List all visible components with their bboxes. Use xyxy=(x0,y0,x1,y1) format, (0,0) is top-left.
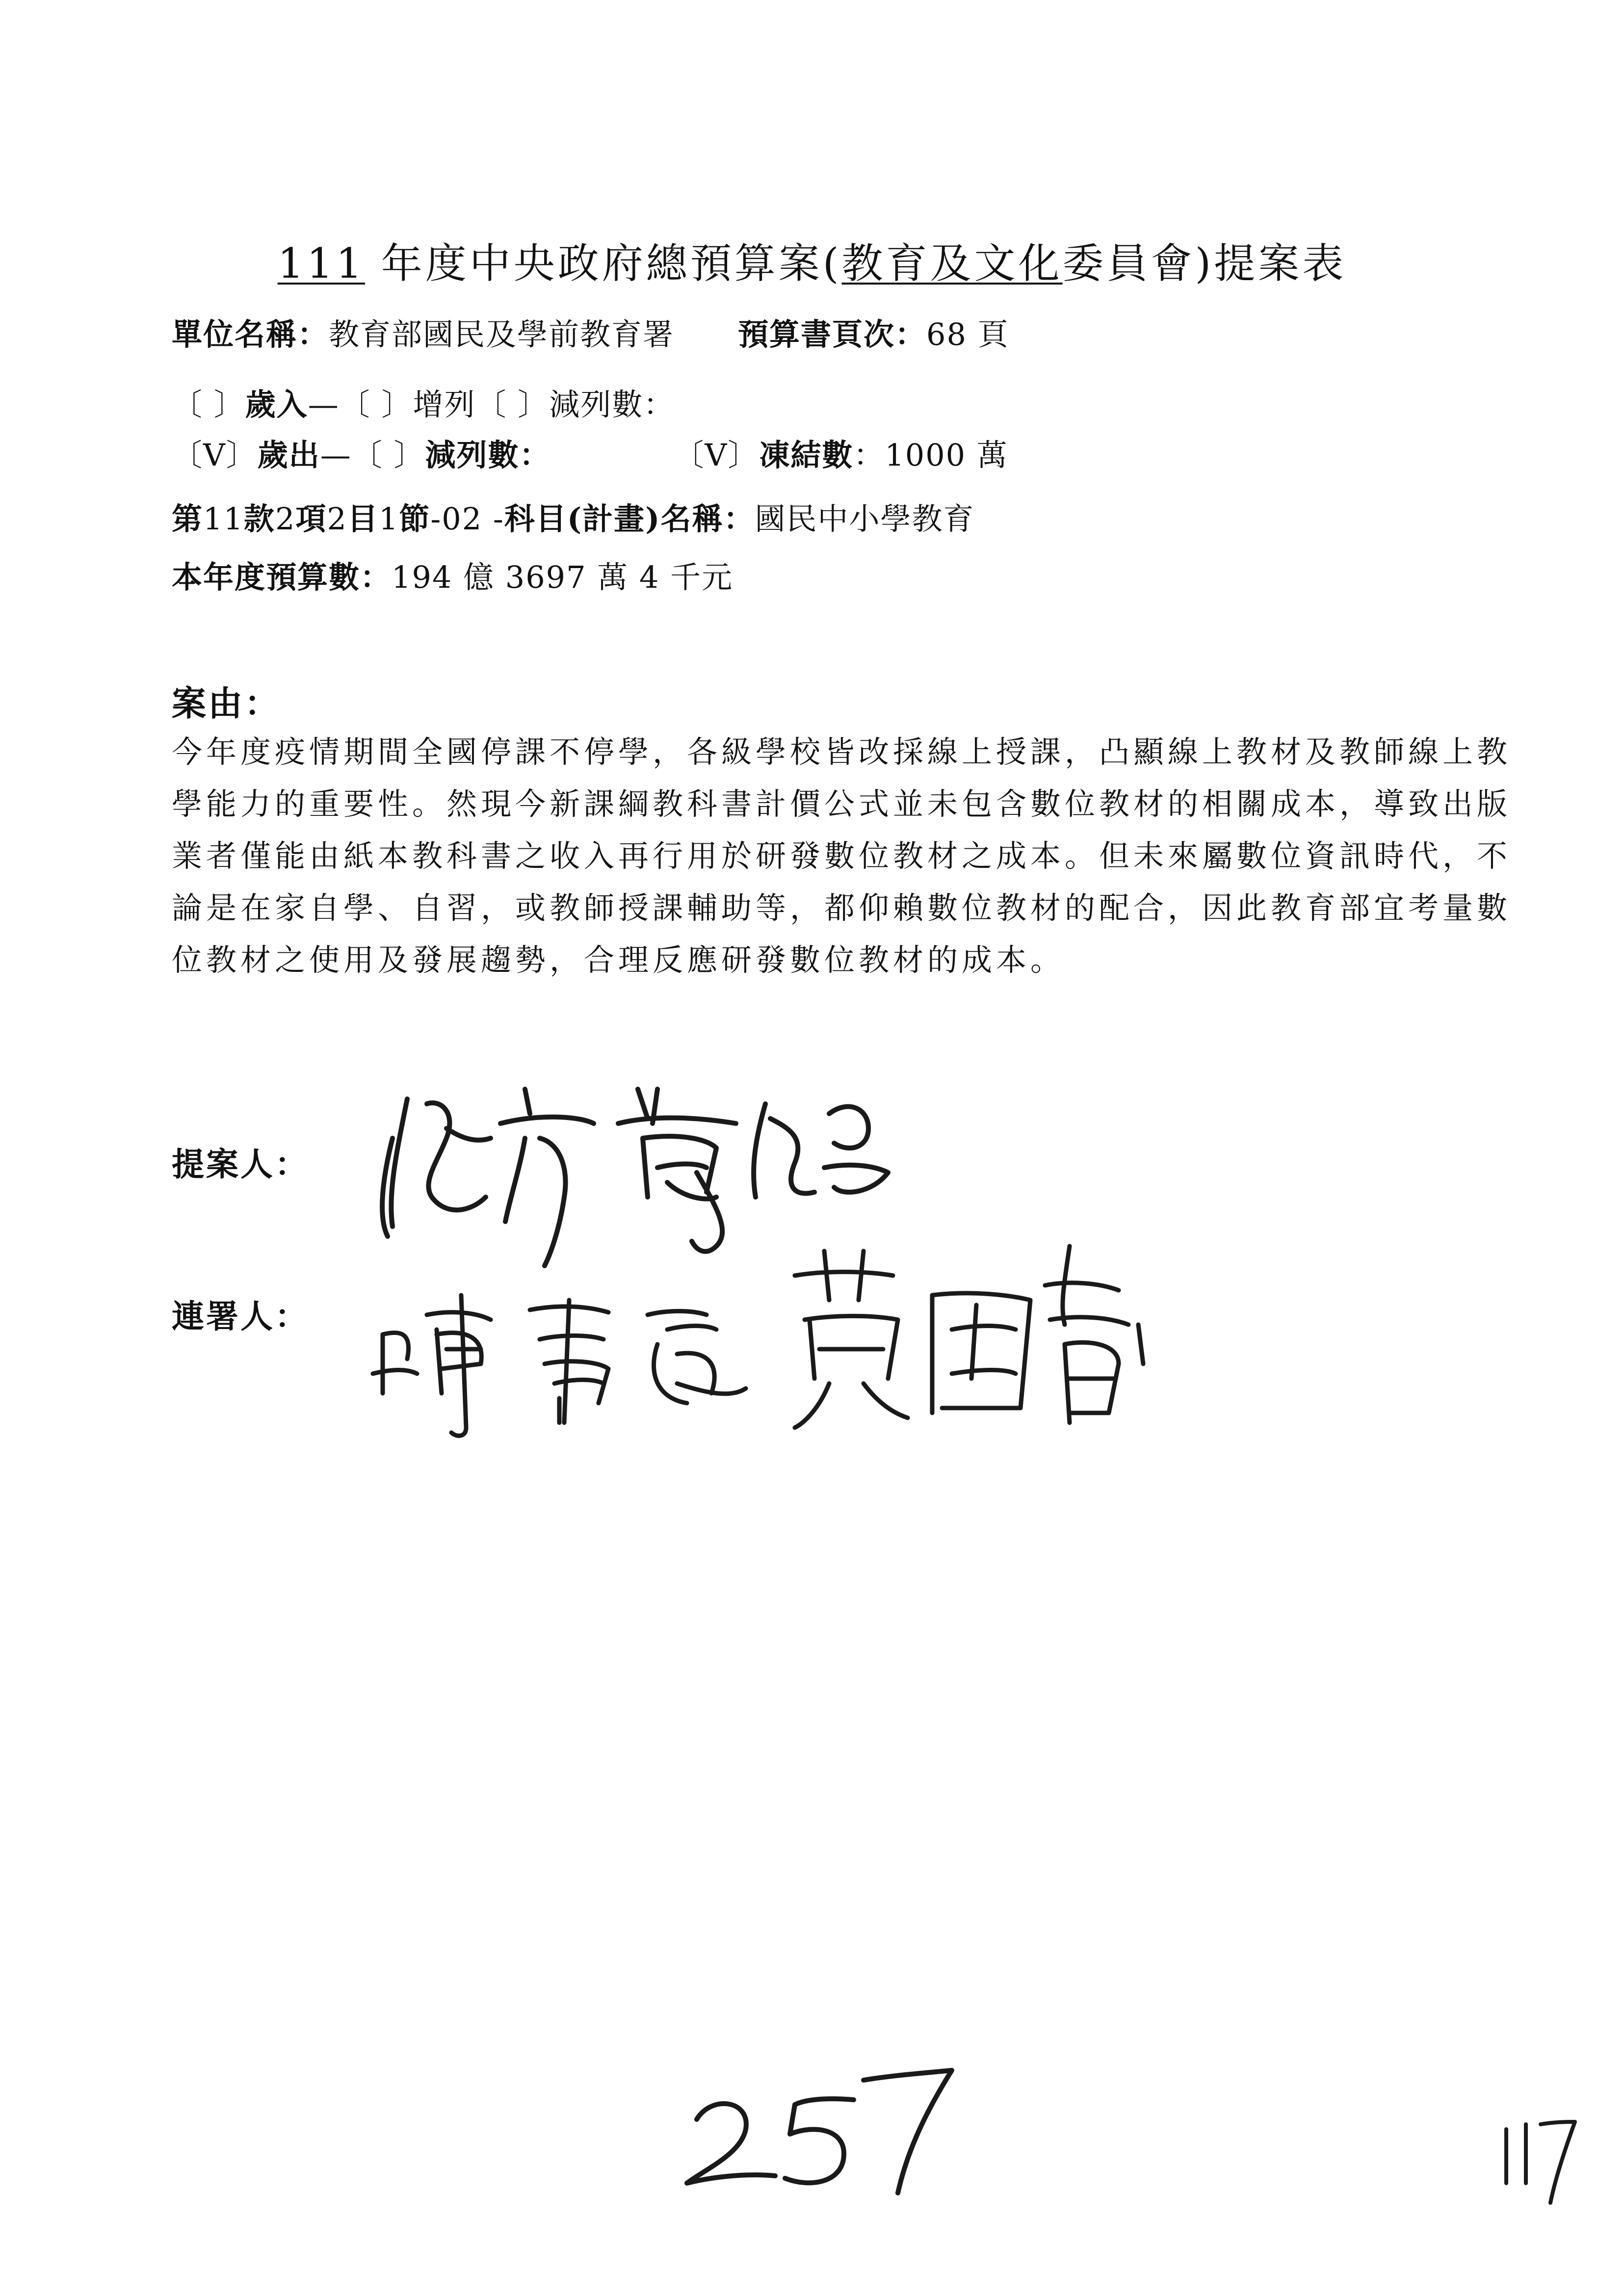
expense-checkbox: 〔V〕 xyxy=(172,437,258,473)
item-xiang: 2 xyxy=(275,501,296,537)
expense-line xyxy=(172,431,1008,474)
reason-heading: 案由： xyxy=(172,683,281,724)
revenue-label: 歲入 xyxy=(245,387,308,422)
item-kuan: 11 xyxy=(203,501,244,537)
item-xiang-unit: 項 xyxy=(295,501,327,537)
expense-dash: — xyxy=(320,437,352,473)
title-year: 111 xyxy=(277,239,366,287)
form-title xyxy=(0,231,1624,290)
revenue-decrease-checkbox: 〔 〕 xyxy=(475,387,550,422)
unit-line xyxy=(172,310,1009,354)
budget-value: 194 億 3697 萬 4 千元 xyxy=(392,559,733,595)
item-code: -02 - xyxy=(430,501,504,537)
expense-label: 歲出 xyxy=(257,437,320,473)
item-mu-unit: 目 xyxy=(347,501,379,537)
item-jie-unit: 節 xyxy=(399,501,431,537)
handwritten-page-number xyxy=(677,2051,952,2198)
item-jie: 1 xyxy=(378,501,399,537)
title-pre: 年度中央政府總預算案( xyxy=(365,239,842,287)
budget-line xyxy=(172,553,733,597)
revenue-dash: — xyxy=(308,387,340,422)
revenue-increase-checkbox: 〔 〕 xyxy=(339,387,413,422)
title-post: 委員會)提案表 xyxy=(1062,239,1347,287)
revenue-decrease-label: 減列數： xyxy=(549,387,675,422)
revenue-checkbox: 〔 〕 xyxy=(172,387,245,422)
revenue-increase-label: 增列 xyxy=(413,387,476,422)
item-name-label: 科目(計畫)名稱： xyxy=(504,501,755,537)
budget-page-value: 68 頁 xyxy=(926,316,1009,352)
budget-label: 本年度預算數： xyxy=(172,559,392,595)
unit-value: 教育部國民及學前教育署 xyxy=(329,316,675,352)
unit-label: 單位名稱： xyxy=(172,316,329,352)
item-kuan-unit: 款 xyxy=(243,501,275,537)
budget-page-label: 預算書頁次： xyxy=(738,316,927,352)
revenue-line xyxy=(172,380,675,424)
item-name-value: 國民中小學教育 xyxy=(755,501,975,537)
expense-decrease-label: 減列數： xyxy=(425,437,551,473)
proposer-label: 提案人： xyxy=(172,1145,309,1183)
freeze-value: ：1000 萬 xyxy=(853,437,1008,473)
item-prefix: 第 xyxy=(172,501,204,537)
item-line xyxy=(172,495,975,538)
expense-decrease-checkbox: 〔 〕 xyxy=(351,437,425,473)
freeze-label: 凍結數 xyxy=(759,437,854,473)
handwritten-corner-number xyxy=(1492,2110,1580,2208)
cosigner-signature-2 xyxy=(765,1217,1158,1442)
reason-text: 今年度疫情期間全國停課不停學，各級學校皆改採線上授課，凸顯線上教材及教師線上教學能力的重要性。然現今新課綱教科書計價公式並未包含數位教材的相關成本，導致出版業者僅能由紙本教科書之收入再行用於研發數位教材之成本。但未來屬數位資訊時代，不論是在家自學、自習，或教師授課輔助等，都仰賴數位教材的配合，因此教育部宜考量數位教材之使用及發展趨勢，合理反應研發數位教材的成本。 xyxy=(172,734,1512,978)
freeze-checkbox: 〔V〕 xyxy=(673,437,760,473)
item-mu: 2 xyxy=(327,501,347,537)
title-committee: 教育及文化 xyxy=(841,239,1063,287)
cosigners-label: 連署人： xyxy=(172,1297,309,1335)
